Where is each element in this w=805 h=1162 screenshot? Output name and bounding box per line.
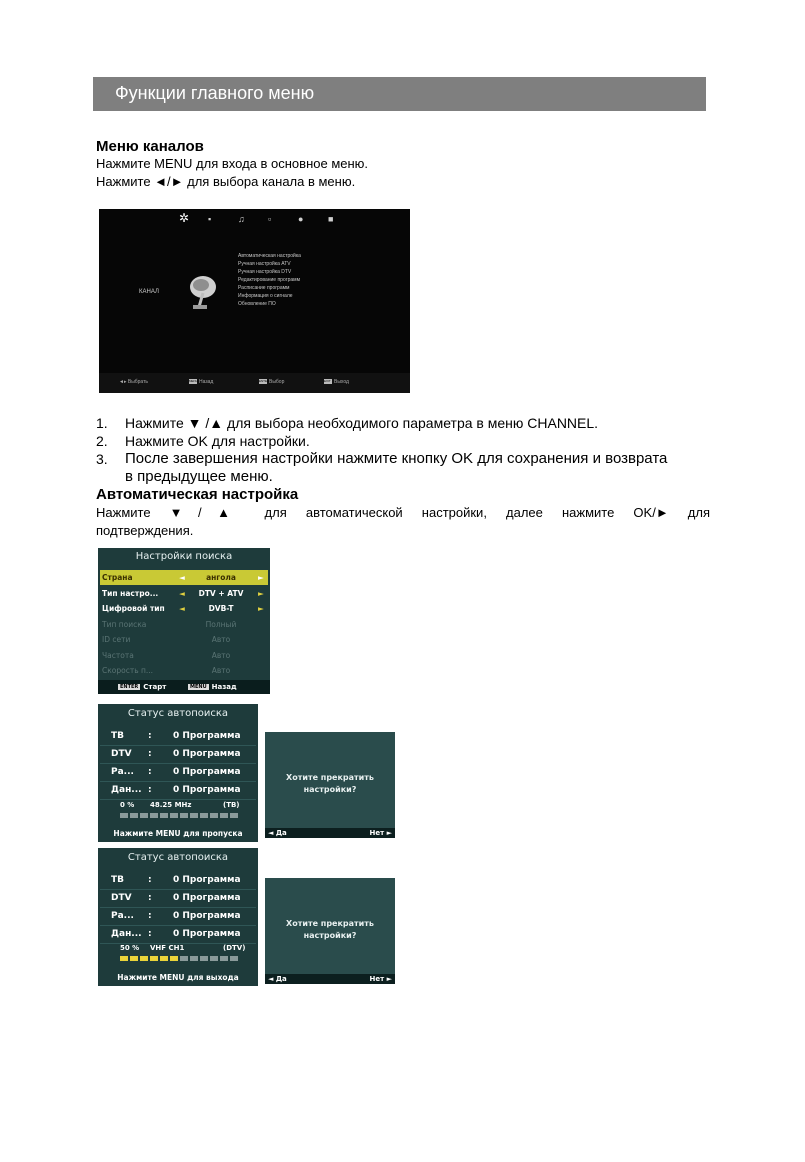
channel-count-value: 0 Программа — [173, 731, 241, 741]
setting-label: Тип настро... — [102, 588, 159, 598]
progress-mode: (ТВ) — [223, 801, 240, 809]
channel-count-name: ТВ — [111, 875, 124, 885]
back-label[interactable]: Назад — [211, 683, 237, 691]
progress-segment — [180, 813, 188, 818]
progress-segment — [190, 956, 198, 961]
search-settings-row — [100, 663, 268, 678]
channel-count-name: Дан... — [111, 785, 142, 795]
progress-segment — [220, 956, 228, 961]
tv-hint-enter-key: ENTER — [259, 379, 270, 384]
progress-segment — [160, 813, 168, 818]
search-settings-panel — [98, 548, 270, 694]
stop-tuning-dialog-1 — [265, 732, 395, 838]
search-settings-row[interactable] — [100, 601, 268, 616]
channel-count-value: 0 Программа — [173, 785, 241, 795]
section-title: Функции главного меню — [115, 83, 315, 103]
setting-label: ID сети — [102, 635, 131, 644]
channel-count-sep: : — [148, 767, 152, 777]
row-divider — [100, 799, 256, 800]
auto-search-footer: Нажмите MENU для пропуска — [113, 829, 243, 838]
tv-hint-enter-label: Выбор — [269, 379, 285, 385]
row-divider — [100, 763, 256, 764]
channel-count-sep: : — [148, 785, 152, 795]
setting-label: Страна — [102, 573, 133, 582]
right-arrow-icon[interactable]: ► — [258, 588, 264, 598]
tv-hint-bar — [99, 373, 410, 393]
step-text-continued: в предыдущее меню. — [125, 468, 273, 485]
tv-menu-item: Автоматическая настройка — [238, 253, 301, 259]
channel-count-sep: : — [148, 731, 152, 741]
tv-menu-item: Ручная настройка DTV — [238, 269, 292, 275]
progress-segment — [200, 956, 208, 961]
channel-count-value: 0 Программа — [173, 875, 241, 885]
row-divider — [100, 907, 256, 908]
stop-tuning-dialog-2 — [265, 878, 395, 984]
tv-menu-item: Редактирование программ — [238, 277, 301, 283]
progress-percent: 50 % — [120, 944, 140, 952]
channel-count-sep: : — [148, 911, 152, 921]
satellite-dish-icon — [185, 271, 219, 311]
search-settings-row — [100, 648, 268, 663]
right-arrow-icon[interactable]: ► — [258, 573, 264, 582]
auto-tuning-line-1: Нажмите ▼/▲ для автоматической настройки, далее нажмите OK/► для — [96, 505, 710, 520]
dialog-no-button[interactable]: Нет ► — [369, 975, 392, 983]
progress-segment — [130, 813, 138, 818]
channel-count-value: 0 Программа — [173, 749, 241, 759]
right-arrow-icon[interactable]: ► — [258, 604, 264, 613]
auto-search-title: Статус автопоиска — [127, 708, 229, 719]
dialog-question-line-2: настройки? — [303, 785, 357, 794]
progress-segment — [140, 956, 148, 961]
progress-segment — [210, 813, 218, 818]
setting-value: Авто — [211, 635, 231, 644]
tv-hint-exit-label: Выход — [334, 379, 349, 385]
progress-segment — [160, 956, 168, 961]
start-label[interactable]: Старт — [143, 683, 167, 691]
tv-hint-select-label: Выбрать — [127, 379, 148, 385]
step-number: 2. — [96, 433, 108, 449]
menu-key-badge: MENU — [190, 684, 207, 690]
setting-value: ангола — [206, 573, 236, 582]
step-number: 3. — [96, 451, 108, 467]
search-settings-title: Настройки поиска — [135, 551, 233, 562]
progress-segment — [120, 813, 128, 818]
progress-segment — [230, 813, 238, 818]
progress-segment — [230, 956, 238, 961]
progress-segment — [200, 813, 208, 818]
progress-segment — [120, 956, 128, 961]
enter-key-badge: ENTER — [120, 684, 139, 690]
tv-menu-item: Ручная настройка ATV — [238, 261, 291, 267]
left-arrow-icon[interactable]: ◄ — [179, 588, 185, 598]
dialog-question-line-1: Хотите прекратить — [286, 773, 374, 782]
progress-segment — [150, 813, 158, 818]
setup-icon: ■ — [328, 214, 334, 224]
row-divider — [100, 781, 256, 782]
setting-label: Цифровой тип — [102, 604, 165, 613]
channel-count-value: 0 Программа — [173, 893, 241, 903]
dialog-no-button[interactable]: Нет ► — [369, 829, 392, 837]
channel-count-sep: : — [148, 749, 152, 759]
step-number: 1. — [96, 415, 108, 431]
tv-menu-item: Расписание программ — [238, 285, 290, 291]
channel-count-name: Ра... — [111, 767, 134, 777]
search-settings-footer — [98, 680, 270, 694]
dialog-footer — [265, 828, 395, 838]
setting-value: Полный — [205, 619, 237, 629]
setting-value: Авто — [211, 650, 231, 660]
tv-hint-select-key: ◄▸ — [119, 379, 127, 385]
channel-gear-icon: ✲ — [179, 211, 190, 225]
tv-hint-exit-key: EXIT — [324, 379, 331, 384]
tv-menu-item: Информация о сигнале — [238, 293, 293, 299]
progress-segment — [150, 956, 158, 961]
progress-percent: 0 % — [120, 801, 135, 809]
dialog-yes-button[interactable]: ◄ Да — [268, 829, 287, 837]
channel-count-name: DTV — [111, 893, 132, 903]
auto-search-title: Статус автопоиска — [127, 852, 229, 863]
dialog-yes-button[interactable]: ◄ Да — [268, 975, 287, 983]
dialog-question — [265, 918, 395, 942]
dialog-question-line-1: Хотите прекратить — [286, 919, 374, 928]
progress-segment — [170, 956, 178, 961]
setting-label: Скорость п... — [102, 666, 154, 675]
channel-count-value: 0 Программа — [173, 929, 241, 939]
progress-frequency: 48.25 MHz — [150, 801, 192, 809]
search-settings-row — [100, 617, 268, 632]
progress-frequency: VHF CH1 — [150, 944, 185, 952]
dialog-footer — [265, 974, 395, 984]
channel-menu-line-2: Нажмите ◄/► для выбора канала в меню. — [96, 174, 356, 189]
setting-value: Авто — [211, 666, 231, 675]
dialog-question — [265, 772, 395, 796]
steps-list — [96, 415, 716, 495]
channel-menu-heading: Меню каналов — [96, 138, 204, 155]
auto-search-footer: Нажмите MENU для выхода — [117, 973, 239, 982]
channel-menu-line-1: Нажмите MENU для входа в основное меню. — [96, 156, 369, 171]
progress-segment — [210, 956, 218, 961]
picture-icon: ▪ — [208, 214, 212, 224]
progress-segment — [170, 813, 178, 818]
setting-label: Частота — [102, 650, 134, 660]
tv-hint-back — [189, 379, 213, 385]
tv-hint-back-label: Назад — [199, 379, 214, 385]
progress-segment — [130, 956, 138, 961]
auto-search-status-panel-1 — [98, 704, 258, 842]
tv-hint-enter — [259, 379, 284, 385]
channel-count-sep: : — [148, 893, 152, 903]
search-settings-row[interactable] — [100, 570, 268, 585]
row-divider — [100, 745, 256, 746]
tv-hint-select — [119, 379, 148, 385]
row-divider — [100, 925, 256, 926]
progress-mode: (DTV) — [223, 944, 246, 952]
channel-count-value: 0 Программа — [173, 767, 241, 777]
sound-icon: ♫ — [238, 214, 245, 224]
channel-count-name: Ра... — [111, 911, 134, 921]
time-icon: ▫ — [268, 214, 272, 224]
progress-segment — [220, 813, 228, 818]
auto-tuning-heading: Автоматическая настройка — [96, 486, 299, 503]
setting-value: DTV + ATV — [198, 588, 244, 598]
row-divider — [100, 889, 256, 890]
tv-section-label: КАНАЛ — [139, 289, 159, 295]
progress-segment — [190, 813, 198, 818]
lock-icon: ● — [298, 214, 304, 224]
tv-menu-item: Обновление ПО — [238, 301, 276, 307]
step-text: Нажмите OK для настройки. — [125, 433, 310, 449]
left-arrow-icon[interactable]: ◄ — [179, 573, 185, 582]
search-settings-row[interactable] — [100, 586, 268, 601]
step-text: Нажмите ▼ /▲ для выбора необходимого параметра в меню CHANNEL. — [125, 415, 599, 431]
setting-label: Тип поиска — [102, 619, 147, 629]
channel-count-sep: : — [148, 929, 152, 939]
auto-search-status-panel-2 — [98, 848, 258, 986]
tv-hint-exit — [324, 379, 349, 385]
channel-count-name: Дан... — [111, 929, 142, 939]
channel-count-value: 0 Программа — [173, 911, 241, 921]
channel-count-name: ТВ — [111, 731, 124, 741]
channel-count-sep: : — [148, 875, 152, 885]
section-header-bar — [93, 77, 706, 111]
left-arrow-icon[interactable]: ◄ — [179, 604, 185, 613]
dialog-question-line-2: настройки? — [303, 931, 357, 940]
progress-segment — [140, 813, 148, 818]
tv-channel-menu-screenshot — [99, 209, 410, 393]
step-text: После завершения настройки нажмите кнопку OK для сохранения и возврата — [125, 450, 668, 467]
setting-value: DVB-T — [208, 604, 234, 613]
channel-count-name: DTV — [111, 749, 132, 759]
progress-segment — [180, 956, 188, 961]
auto-tuning-line-2: подтверждения. — [96, 523, 194, 538]
search-settings-row — [100, 632, 268, 647]
tv-hint-back-key: MENU — [189, 379, 198, 384]
